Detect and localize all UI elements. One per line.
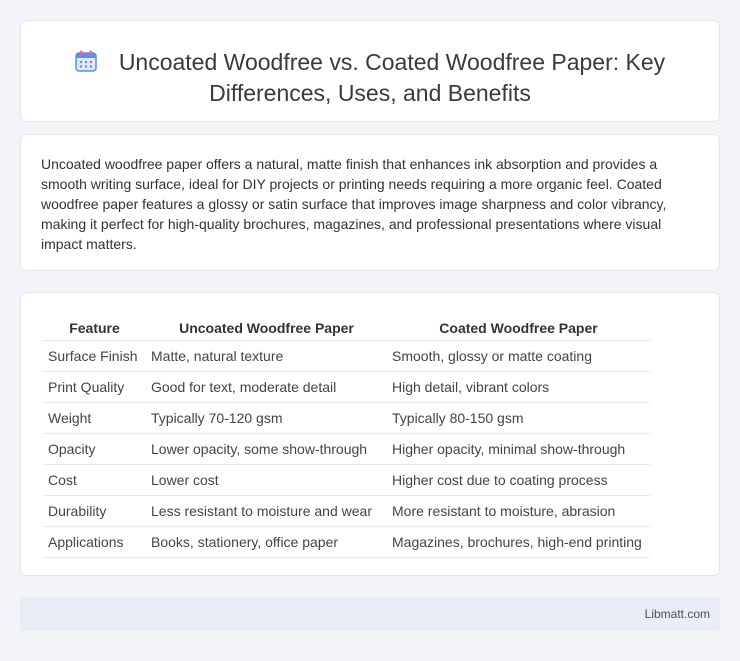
intro-card — [20, 134, 720, 271]
coated-cell: Higher cost due to coating process — [387, 464, 650, 495]
feature-cell: Weight — [43, 402, 146, 433]
page-title-text: Uncoated Woodfree vs. Coated Woodfree Paper: Key Differences, Uses, and Benefits — [118, 49, 666, 106]
comparison-table — [43, 316, 650, 558]
feature-cell: Applications — [43, 526, 146, 557]
header-coated: Coated Woodfree Paper — [387, 316, 650, 340]
page-title — [21, 47, 719, 109]
uncoated-cell: Books, stationery, office paper — [146, 526, 387, 557]
coated-cell: More resistant to moisture, abrasion — [387, 495, 650, 526]
comparison-card — [20, 292, 720, 576]
feature-cell: Cost — [43, 464, 146, 495]
coated-cell: High detail, vibrant colors — [387, 371, 650, 402]
table-row — [43, 495, 650, 526]
feature-cell: Durability — [43, 495, 146, 526]
title-card — [20, 20, 720, 122]
uncoated-cell: Less resistant to moisture and wear — [146, 495, 387, 526]
feature-cell: Surface Finish — [43, 340, 146, 371]
coated-cell: Magazines, brochures, high-end printing — [387, 526, 650, 557]
table-row — [43, 340, 650, 371]
table-row — [43, 402, 650, 433]
table-row — [43, 526, 650, 557]
coated-cell: Typically 80-150 gsm — [387, 402, 650, 433]
uncoated-cell: Good for text, moderate detail — [146, 371, 387, 402]
footer-bar — [20, 597, 720, 631]
uncoated-cell: Lower opacity, some show-through — [146, 433, 387, 464]
coated-cell: Smooth, glossy or matte coating — [387, 340, 650, 371]
coated-cell: Higher opacity, minimal show-through — [387, 433, 650, 464]
calendar-icon — [75, 50, 97, 72]
feature-cell: Opacity — [43, 433, 146, 464]
header-uncoated: Uncoated Woodfree Paper — [146, 316, 387, 340]
uncoated-cell: Lower cost — [146, 464, 387, 495]
header-feature: Feature — [43, 316, 146, 340]
footer-site-link[interactable]: Libmatt.com — [644, 607, 710, 621]
table-header-row — [43, 316, 650, 340]
title-wrap — [21, 47, 719, 109]
uncoated-cell: Typically 70-120 gsm — [146, 402, 387, 433]
table-row — [43, 371, 650, 402]
table-row — [43, 433, 650, 464]
uncoated-cell: Matte, natural texture — [146, 340, 387, 371]
table-row — [43, 464, 650, 495]
intro-paragraph: Uncoated woodfree paper offers a natural, matte finish that enhances ink absorption and provides a smooth writing surface, ideal for DIY projects or printing needs requiring a more organic feel. Coated woodfree paper features a glossy or satin surface that improves image sharpness and color vibrancy, making it perfect for high-quality brochures, magazines, and professional presentations where visual impact matters. — [41, 156, 667, 252]
feature-cell: Print Quality — [43, 371, 146, 402]
